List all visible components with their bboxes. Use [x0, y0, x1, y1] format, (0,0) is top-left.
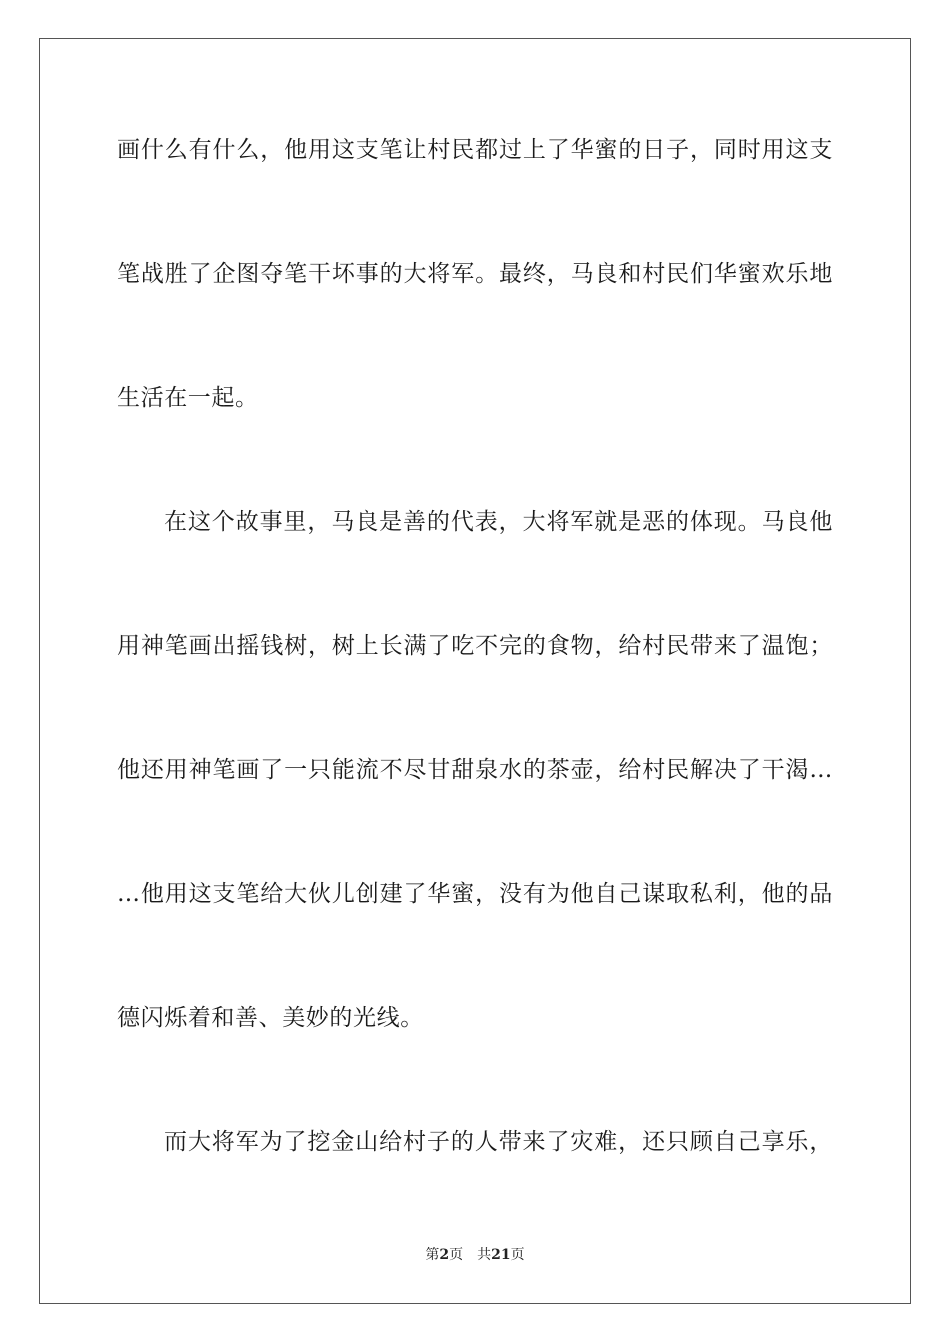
paragraph-line: 笔战胜了企图夺笔干坏事的大将军。最终，马良和村民们华蜜欢乐地 [117, 261, 833, 287]
paragraph-line: 他还用神笔画了一只能流不尽甘甜泉水的茶壶，给村民解决了干渴… [117, 757, 833, 783]
paragraph-line: …他用这支笔给大伙儿创建了华蜜，没有为他自己谋取私利，他的品 [117, 881, 833, 907]
page-label-prefix: 第 [425, 1247, 440, 1263]
total-pages: 21 [491, 1247, 511, 1263]
paragraph-line: 用神笔画出摇钱树，树上长满了吃不完的食物，给村民带来了温饱； [117, 633, 833, 659]
page-label-suffix: 页 [449, 1247, 464, 1263]
paragraph-line: 德闪烁着和善、美妙的光线。 [117, 1005, 424, 1031]
paragraph-line: 生活在一起。 [117, 385, 259, 411]
paragraph-line: 在这个故事里，马良是善的代表，大将军就是恶的体现。马良他 [164, 509, 833, 535]
page-footer [0, 1246, 950, 1264]
total-label-suffix: 页 [510, 1247, 525, 1263]
page-border [39, 38, 911, 1304]
total-label-prefix: 共 [477, 1247, 492, 1263]
paragraph-line: 而大将军为了挖金山给村子的人带来了灾难，还只顾自己享乐， [164, 1129, 833, 1155]
page-number: 2 [439, 1247, 450, 1263]
paragraph-line: 画什么有什么，他用这支笔让村民都过上了华蜜的日子，同时用这支 [117, 137, 833, 163]
